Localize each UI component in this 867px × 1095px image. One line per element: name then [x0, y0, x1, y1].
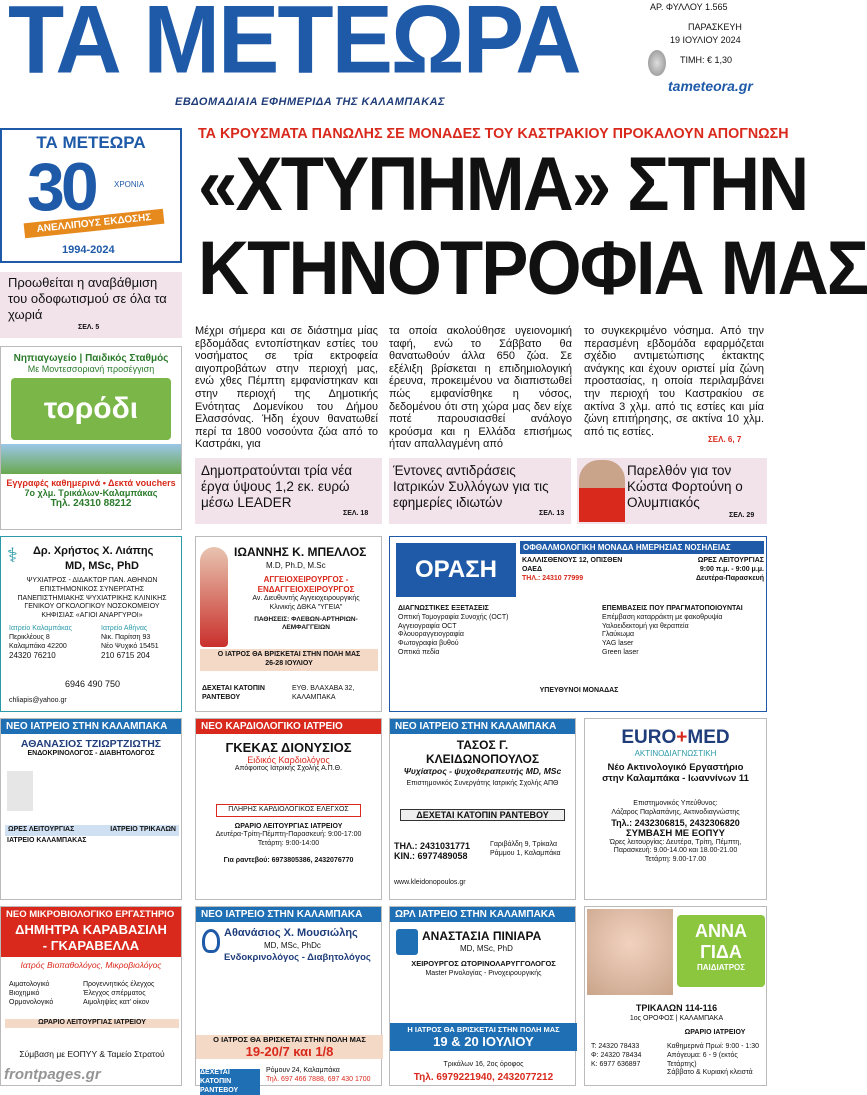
tz-hours: ΩΡΕΣ ΛΕΙΤΟΥΡΓΙΑΣ [8, 826, 75, 833]
lead-ref: ΣΕΛ. 6, 7 [708, 435, 742, 444]
mousiolis-header: ΝΕΟ ΙΑΤΡΕΙΟ ΣΤΗΝ ΚΑΛΑΜΠΑΚΑ [196, 907, 381, 922]
kar-hours: ΩΡΑΡΙΟ ΛΕΙΤΟΥΡΓΙΑΣ ΙΑΤΡΕΙΟΥ [5, 1019, 179, 1028]
liapis-t1: 24320 76210 [9, 651, 56, 661]
lead-column-3: το συγκεκριμένο νόσημα. Από την περασμένη εβδομάδα εφαρμόζεται σχέδιο αντιμετώπισης έκτακτης ανάγκης και έχουν οριστεί μία ζώνη προστασίας, η οποία περιλαμβάνει την περιοχή του Καστρακίου σε ακτίνα 3 χλμ. από τις εστίες και μία ζώνη επιτήρησης, σε ακτίνα 10 χλμ. από τις εστίες. [584, 325, 764, 438]
piniara-addr: Τρικάλων 16, 2ος όροφος [443, 1061, 524, 1068]
gkekas-l5: Τετάρτη: 9:00-14:00 [257, 840, 320, 847]
gida-name2: ΓΙΔΑ [700, 942, 742, 962]
euromed-name1: EURO [621, 727, 677, 748]
nursery-line1: Νηπιαγωγείο | Παιδικός Σταθμός [13, 353, 169, 364]
liapis-a6: Νέο Ψυχικό 15451 [101, 642, 159, 650]
ad-mousiolis [195, 906, 382, 1094]
gida-name-block [677, 915, 765, 987]
orasi-e5: Οπτικά πεδία [398, 648, 440, 656]
orasi-o1: Επέμβαση καταρράκτη με φακοθρυψία [602, 613, 723, 621]
euromed-l2: στην Καλαμπάκα - Ιωαννίνων 11 [602, 773, 749, 784]
kar-contract: Σύμβαση με ΕΟΠΥΥ & Ταμείο Στρατού [19, 1049, 165, 1059]
ad-kleidonopoulos [389, 718, 576, 900]
piniara-name: ΑΝΑΣΤΑΣΙΑ ΠΙΝΙΑΡΑ [422, 929, 542, 943]
liapis-office-2 [101, 625, 181, 661]
karavasili-col2 [83, 981, 154, 1007]
bellos-address: ΕΥΘ. ΒΛΑΧΑΒΑ 32, ΚΑΛΑΜΠΑΚΑ [292, 685, 355, 701]
nursery-line5: Τηλ. 24310 88212 [50, 498, 132, 509]
gida-h2: Απόγευμα: 6 - 9 (εκτός Τετάρτης) [667, 1051, 738, 1068]
tziortziotis-header: ΝΕΟ ΙΑΤΡΕΙΟ ΣΤΗΝ ΚΑΛΑΜΠΑΚΑ [1, 719, 181, 734]
bellos-name: ΙΩΑΝΝΗΣ Κ. ΜΠΕΛΛΟΣ [234, 545, 367, 559]
orasi-logo: ΟΡΑΣΗ [396, 543, 516, 597]
mousiolis-visit [196, 1035, 383, 1059]
orasi-hours [652, 557, 764, 583]
nursery-line3: Εγγραφές καθημερινά • Δεκτά vouchers [6, 478, 176, 488]
gida-hours: ΩΡΑΡΙΟ ΙΑΤΡΕΙΟΥ [684, 1029, 746, 1036]
player-photo [579, 460, 625, 522]
lead-column-2: τα οποία ακολούθησε υγειονομική ταφή, ενώ το Σάββατο θα θανατωθούν άλλα 650 ζώα. Σε εξέλιξη βρίσκεται η επιδημιολογική έρευνα, προκειμένου να διαπιστωθεί πώς εμφανίσθηκε η νόσος, δεδομένου ότι στη χώρα μας δεν είχε ποτέ παρουσιασθεί ανάλογο κρούσμα και η Ελλάδα επισήμως ήταν απαλλαγμένη από [389, 325, 572, 451]
liapis-a1: Ιατρείο Καλαμπάκας [9, 625, 72, 632]
gkekas-header: ΝΕΟ ΚΑΡΔΙΟΛΟΓΙΚΟ ΙΑΤΡΕΙΟ [196, 719, 381, 734]
liapis-a5: Καλαμπάκα 42200 [9, 642, 67, 650]
orasi-e2: Αγγειογραφία OCT [398, 622, 457, 630]
euromed-logo: EURO+MED [621, 727, 730, 748]
kleid-header: ΝΕΟ ΙΑΤΡΕΙΟ ΣΤΗΝ ΚΑΛΑΜΠΑΚΑ [390, 719, 575, 734]
bellos-l2: ΕΝΔΑΓΓΕΙΟΧΕΙΡΟΥΡΓΟΣ [257, 585, 355, 594]
gida-phones [591, 1043, 641, 1069]
tziortziotis-spec: ΕΝΔΟΚΡΙΝΟΛΟΓΟΣ - ΔΙΑΒΗΤΟΛΟΓΟΣ [27, 750, 155, 757]
orasi-tel: ΤΗΛ.: 24310 77999 [522, 574, 584, 582]
piniara-header: ΩΡΛ ΙΑΤΡΕΙΟ ΣΤΗΝ ΚΑΛΑΜΠΑΚΑ [390, 907, 575, 922]
kleid-address [490, 841, 561, 859]
bellos-details [232, 575, 380, 632]
news-ref: ΣΕΛ. 13 [539, 510, 565, 517]
kar-c2: Βιοχημικό [9, 989, 40, 997]
orasi-e1: Οπτική Τομογραφία Συνοχής (OCT) [398, 613, 509, 621]
liapis-email: chliapis@yahoo.gr [9, 697, 67, 704]
issue-date: 19 ΙΟΥΛΙΟΥ 2024 [670, 35, 741, 45]
gida-schedule [667, 1043, 765, 1078]
orasi-e4: Φωτογραφία βυθού [398, 640, 459, 647]
euromed-resp: Επιστημονικός Υπεύθυνος: [633, 800, 718, 807]
brief-ref: ΣΕΛ. 5 [78, 324, 100, 331]
gkekas-spec: Ειδικός Καρδιολόγος [247, 755, 330, 765]
orasi-hours-title: ΩΡΕΣ ΛΕΙΤΟΥΡΓΙΑΣ [697, 557, 764, 564]
mousiolis-addr: Ρόμουν 24, Καλαμπάκα [266, 1067, 340, 1074]
kleid-addr2: Ράμμου 1, Καλαμπάκα [490, 849, 561, 857]
ad-karavasili [0, 906, 182, 1086]
anniv-number: 30 [27, 149, 95, 225]
liapis-t2: 210 6715 204 [101, 651, 150, 661]
nursery-name: τορόδι [11, 378, 171, 440]
ad-euromed [584, 718, 767, 900]
bellos-l5: ΠΑΘΗΣΕΙΣ: ΦΛΕΒΩΝ-ΑΡΤΗΡΙΩΝ-ΛΕΜΦΑΓΓΕΙΩΝ [254, 615, 358, 631]
euromed-l1: Νέο Ακτινολογικό Εργαστήριο [607, 762, 744, 773]
ad-bellos [195, 536, 382, 712]
piniara-tel: Τηλ. 6979221940, 2432077212 [413, 1072, 554, 1083]
orasi-o2: Υαλοειδεκτομή για θεραπεία [602, 622, 689, 630]
lead-column-1: Μέχρι σήμερα και σε διάστημα μίας εβδομάδας εντοπίστηκαν εστίες του νοσήματος σε τρία εκτροφεία αιγοπροβάτων στην περιοχή μας, ενώ χθες Πέμπτη εμφανίστηκαν και στην περιοχή της Δημοτικής Ενότητας Δομενίκου του Δήμου Ελασσόνας. Ήδη έχουν θανατωθεί περί τα 1800 νοσούντα ζώα από το Καστράκι, για [195, 325, 378, 451]
lead-kicker: ΤΑ ΚΡΟΥΣΜΑΤΑ ΠΑΝΩΛΗΣ ΣΕ ΜΟΝΑΔΕΣ ΤΟΥ ΚΑΣΤΡΑΚΙΟΥ ΠΡΟΚΑΛΟΥΝ ΑΠΟΓΝΩΣΗ [198, 126, 789, 142]
gkekas-l1: Απόφοιτος Ιατρικής Σχολής Α.Π.Θ. [234, 765, 343, 772]
euromed-contract: ΣΥΜΒΑΣΗ ΜΕ ΕΟΠΥΥ [625, 827, 726, 839]
orasi-exams-title: ΔΙΑΓΝΩΣΤΙΚΕΣ ΕΞΕΤΑΣΕΙΣ [398, 605, 489, 612]
karavasili-spec: Ιατρός Βιοπαθολόγος, Μικροβιολόγος [20, 960, 162, 970]
kar-d1: Προγεννητικός έλεγχος [83, 981, 155, 988]
liapis-l2: ΕΠΙΣΤΗΜΟΝΙΚΟΣ ΣΥΝΕΡΓΑΤΗΣ [39, 585, 145, 593]
lead-headline-2: ΚΤΗΝΟΤΡΟΦΙΑ ΜΑΣ [198, 226, 867, 311]
gkekas-l4: Δευτέρα-Τρίτη-Πέμπτη-Παρασκευή: 9:00-17:00 [215, 831, 362, 839]
piniara-creds: MD, MSc, PhD [460, 944, 513, 953]
mousiolis-dates: 19-20/7 και 1/8 [245, 1044, 334, 1059]
gida-name1: ΑΝΝΑ [695, 921, 747, 941]
orasi-o4: YAG laser [602, 640, 634, 647]
orasi-exams [398, 605, 588, 658]
news-text: Έντονες αντιδράσεις Ιατρικών Συλλόγων για τις εφημερίες ιδιωτών [393, 463, 549, 510]
liapis-l3: ΠΑΝΕΠΙΣΤΗΜΙΑΚΗΣ ΨΥΧΙΑΤΡΙΚΗΣ ΚΛΙΝΙΚΗΣ [17, 594, 167, 602]
kleid-name: ΤΑΣΟΣ Γ. [456, 738, 509, 752]
orasi-contact [522, 557, 642, 583]
brief-street-lighting [0, 272, 182, 338]
bellos-l1: ΑΓΓΕΙΟΧΕΙΡΟΥΡΓΟΣ - [263, 575, 349, 584]
kar-d2: Έλεγχος σπέρματος [83, 989, 146, 997]
mousiolis-spec: Ενδοκρινολόγος - Διαβητολόγος [224, 952, 371, 963]
orasi-addr: ΚΑΛΛΙΣΘΕΝΟΥΣ 12, ΟΠΙΣΘΕΝ ΟΑΕΔ [522, 557, 623, 573]
bellos-l7: 26-28 ΙΟΥΛΙΟΥ [265, 659, 313, 667]
ad-gida [584, 906, 767, 1086]
liapis-a2: Ιατρείο Αθήνας [101, 625, 148, 632]
karavasili-name-block [1, 922, 181, 957]
ad-piniara [389, 906, 576, 1086]
orasi-o5: Green laser [602, 648, 639, 656]
kar-c1: Αιματολογικό [9, 981, 50, 988]
kleid-t2: ΚΙΝ.: 6977489058 [394, 851, 468, 861]
kleid-addr: Γαριβάλδη 9, Τρίκαλα [490, 841, 558, 848]
news-sports [577, 458, 767, 524]
karavasili-header: ΝΕΟ ΜΙΚΡΟΒΙΟΛΟΓΙΚΟ ΕΡΓΑΣΤΗΡΙΟ [1, 907, 181, 922]
site-link[interactable]: tameteora.gr [668, 78, 753, 94]
mousiolis-appt: ΔΕΧΕΤΑΙ ΚΑΤΟΠΙΝ ΡΑΝΤΕΒΟΥ [200, 1069, 260, 1095]
news-text: Δημοπρατούνται τρία νέα έργα ύψους 1,2 εκ. ευρώ μέσω LEADER [201, 463, 353, 510]
liapis-name: Δρ. Χρήστος Χ. Λιάπης [33, 545, 154, 557]
mousiolis-creds: MD, MSc, PhDc [264, 941, 321, 950]
karavasili-name1: ΔΗΜΗΤΡΑ ΚΑΡΑΒΑΣΙΛΗ [15, 922, 167, 937]
bellos-l3: Αν. Διευθυντής Αγγειοχειρουργικής [252, 595, 360, 602]
piniara-l1: Master Ρινολογίας - Ρινοχειρουργικής [425, 970, 542, 977]
bellos-visit [200, 649, 378, 671]
kleid-phones [394, 841, 470, 861]
liapis-l5: ΚΗΦΙΣΙΑΣ «ΑΓΙΟΙ ΑΝΑΡΓΥΡΟΙ» [41, 612, 143, 619]
liapis-creds: MD, MSc, PhD [65, 560, 139, 572]
masthead-subtitle: ΕΒΔΟΜΑΔΙΑΙΑ ΕΦΗΜΕΡΙΔΑ ΤΗΣ ΚΑΛΑΜΠΑΚΑΣ [175, 96, 446, 108]
ad-orasi [389, 536, 767, 712]
kleid-appt: ΔΕΧΕΤΑΙ ΚΑΤΟΠΙΝ ΡΑΝΤΕΒΟΥ [400, 809, 565, 821]
gida-h1: Καθημερινά Πρωί: 9:00 - 1:30 [667, 1043, 760, 1050]
kar-d3: Αιμοληψίες κατ' οίκον [83, 998, 150, 1006]
nursery-ad [0, 346, 182, 530]
caduceus-icon: ⚕ [7, 545, 18, 567]
euromed-name2: MED [687, 727, 730, 748]
bellos-appt: ΔΕΧΕΤΑΙ ΚΑΤΟΠΙΝ ΡΑΝΤΕΒΟΥ [202, 685, 265, 701]
kleid-name2: ΚΛΕΙΔΩΝΟΠΟΥΛΟΣ [425, 752, 540, 766]
lead-headline-1: «ΧΤΥΠΗΜΑ» ΣΤΗΝ [198, 142, 808, 227]
anniv-years: ΧΡΟΝΙΑ [114, 180, 145, 189]
gida-t1: Τ: 24320 78433 [591, 1043, 640, 1050]
gkekas-l2: ΠΛΗΡΗΣ ΚΑΡΔΙΟΛΟΓΙΚΟΣ ΕΛΕΓΧΟΣ [216, 804, 361, 817]
mousiolis-tel: Τηλ. 697 466 7888, 697 430 1700 [266, 1075, 371, 1083]
anniv-title: ΤΑ ΜΕΤΕΩΡΑ [36, 133, 146, 152]
kleid-t1: ΤΗΛ.: 2431031771 [394, 841, 471, 851]
kleid-l1: Επιστημονικός Συνεργάτης Ιατρικής Σχολής ΑΠΘ [406, 780, 559, 787]
orasi-ops [602, 605, 764, 658]
ad-tziortziotis [0, 718, 182, 900]
orasi-o3: Γλαύκωμα [602, 631, 635, 639]
anniv-range: 1994-2024 [62, 244, 115, 256]
liapis-a3: Περικλέους 8 [9, 633, 50, 641]
euromed-h2: Παρασκευή: 9.00-14.00 και 18.00-21.00 [613, 847, 738, 855]
news-leader [195, 458, 382, 524]
issue-number: ΑΡ. ΦΥΛΛΟΥ 1.565 [650, 2, 728, 12]
orasi-unit: ΟΦΘΑΛΜΟΛΟΓΙΚΗ ΜΟΝΑΔΑ ΗΜΕΡΗΣΙΑΣ ΝΟΣΗΛΕΙΑΣ [520, 541, 764, 554]
karavasili-name2: - ΓΚΑΡΑΒΕΛΛΑ [42, 938, 140, 953]
kleid-web[interactable]: www.kleidonopoulos.gr [394, 879, 466, 886]
gkekas-tel: Για ραντεβού: 6973805386, 2432076770 [223, 856, 354, 864]
ad-gkekas [195, 718, 382, 900]
gkekas-name: ΓΚΕΚΑΣ ΔΙΟΝΥΣΙΟΣ [225, 740, 352, 755]
anniv-ribbon: ΑΝΕΛΛΙΠΟΥΣ ΕΚΔΟΣΗΣ [24, 209, 165, 239]
bellos-l6: Ο ΙΑΤΡΟΣ ΘΑ ΒΡΙΣΚΕΤΑΙ ΣΤΗΝ ΠΟΛΗ ΜΑΣ [217, 651, 361, 658]
nursery-line2: Με Μοντεσσοριανή προσέγγιση [27, 364, 155, 374]
liapis-a4: Νικ. Παρίτση 93 [101, 633, 151, 641]
nursery-photo [1, 444, 181, 474]
brief-text: Προωθείται η αναβάθμιση του οδοφωτισμού σε όλα τα χωριά [8, 275, 167, 322]
issue-day: ΠΑΡΑΣΚΕΥΗ [688, 22, 742, 32]
orasi-h3: Δευτέρα-Παρασκευή [695, 574, 764, 582]
anniversary-box [0, 128, 182, 263]
thyroid-icon [202, 929, 220, 953]
tz-kalampaka: ΙΑΤΡΕΙΟ ΚΑΛΑΜΠΑΚΑΣ [7, 837, 87, 844]
euromed-hours: Ώρες λειτουργίας: Δευτέρα, Τρίτη, Πέμπτη, [609, 838, 742, 846]
mousiolis-contact [266, 1067, 371, 1085]
mousiolis-visit-text: Ο ΙΑΤΡΟΣ ΘΑ ΒΡΙΣΚΕΤΑΙ ΣΤΗΝ ΠΟΛΗ ΜΑΣ [213, 1035, 366, 1044]
ad-liapis [0, 536, 182, 712]
euromed-tel: Τηλ.: 2432306815, 2432306820 [611, 817, 740, 828]
news-medical [389, 458, 571, 524]
liapis-l4: ΓΕΝΙΚΟΥ ΟΓΚΟΛΟΓΙΚΟΥ ΝΟΣΟΚΟΜΕΙΟΥ [24, 603, 160, 611]
liapis-mobile: 6946 490 750 [65, 679, 121, 689]
coin-icon [648, 50, 666, 76]
kleid-spec: Ψυχίατρος - ψυχοθεραπευτής MD, MSc [403, 766, 562, 776]
gida-t2: Φ: 24320 78434 [591, 1051, 642, 1059]
masthead-title: ΤΑ ΜΕΤΕΩΡΑ [8, 0, 580, 94]
gkekas-l3: ΩΡΑΡΙΟ ΛΕΙΤΟΥΡΓΙΑΣ ΙΑΤΡΕΙΟΥ [234, 822, 343, 830]
tz-trikala: ΙΑΤΡΕΙΟ ΤΡΙΚΑΛΩΝ [110, 826, 176, 833]
vascular-icon [200, 547, 228, 647]
orasi-ops-title: ΕΠΕΜΒΑΣΕΙΣ ΠΟΥ ΠΡΑΓΜΑΤΟΠΟΙΟΥΝΤΑΙ [602, 605, 743, 612]
tziortziotis-name: ΑΘΑΝΑΣΙΟΣ ΤΖΙΩΡΤΖΙΩΤΗΣ [20, 738, 162, 750]
gida-h3: Σάββατο & Κυριακή κλειστά [667, 1069, 753, 1077]
piniara-visit [390, 1023, 577, 1051]
orasi-e3: Φλουοραγγειογραφία [398, 631, 464, 639]
piniara-dates: 19 & 20 ΙΟΥΛΙΟΥ [433, 1034, 534, 1049]
gida-addr2: 1ος ΟΡΟΦΟΣ | ΚΑΛΑΜΠΑΚΑ [629, 1015, 724, 1022]
nursery-line4: 7ο χλμ. Τρικάλων-Καλαμπάκας [24, 488, 158, 498]
piniara-visit-text: Η ΙΑΤΡΟΣ ΘΑ ΒΡΙΣΚΕΤΑΙ ΣΤΗΝ ΠΟΛΗ ΜΑΣ [407, 1025, 560, 1034]
karavasili-col1 [9, 981, 53, 1007]
news-text: Παρελθόν για τον Κώστα Φορτούνη ο Ολυμπιακός [627, 463, 743, 510]
kar-c3: Ορμονολογικό [9, 998, 54, 1006]
euromed-h3: Τετάρτη: 9.00-17.00 [644, 856, 707, 863]
news-ref: ΣΕΛ. 18 [343, 510, 369, 517]
bellos-l4: Κλινικής ΔΘΚΑ "ΥΓΕΙΑ" [269, 603, 343, 611]
gida-addr: ΤΡΙΚΑΛΩΝ 114-116 [635, 1003, 718, 1013]
euromed-doc: Λάζαρος Παρλαπάνης, Ακτινοδιαγνώστης [611, 808, 740, 816]
gida-t3: Κ: 6977 636897 [591, 1060, 641, 1068]
watermark: frontpages.gr [4, 1066, 101, 1083]
bellos-creds: M.D, Ph.D, M.Sc [266, 561, 326, 570]
issue-price: ΤΙΜΗ: € 1,30 [680, 55, 733, 65]
gida-spec: ΠΑΙΔΙΑΤΡΟΣ [696, 963, 746, 972]
euromed-sub: ΑΚΤΙΝΟΔΙΑΓΝΩΣΤΙΚΗ [634, 749, 717, 758]
news-ref: ΣΕΛ. 29 [729, 512, 755, 519]
liapis-l1: ΨΥΧΙΑΤΡΟΣ - ΔΙΔΑΚΤΩΡ ΠΑΝ. ΑΘΗΝΩΝ [26, 577, 158, 584]
ent-icon [396, 929, 418, 955]
baby-photo [587, 909, 673, 995]
orasi-h2: 9:00 π.μ. - 9:00 μ.μ. [699, 565, 764, 573]
liapis-details [5, 577, 179, 621]
piniara-spec: ΧΕΙΡΟΥΡΓΟΣ ΩΤΟΡΙΝΟΛΑΡΥΓΓΟΛΟΓΟΣ [411, 959, 556, 968]
orasi-resp: ΥΠΕΥΘΥΝΟΙ ΜΟΝΑΔΑΣ [539, 687, 619, 694]
tziortziotis-hours [5, 825, 179, 836]
photo-placeholder [7, 771, 33, 811]
liapis-office-1 [9, 625, 89, 661]
mousiolis-name: Αθανάσιος Χ. Μουσιώλης [224, 927, 358, 939]
